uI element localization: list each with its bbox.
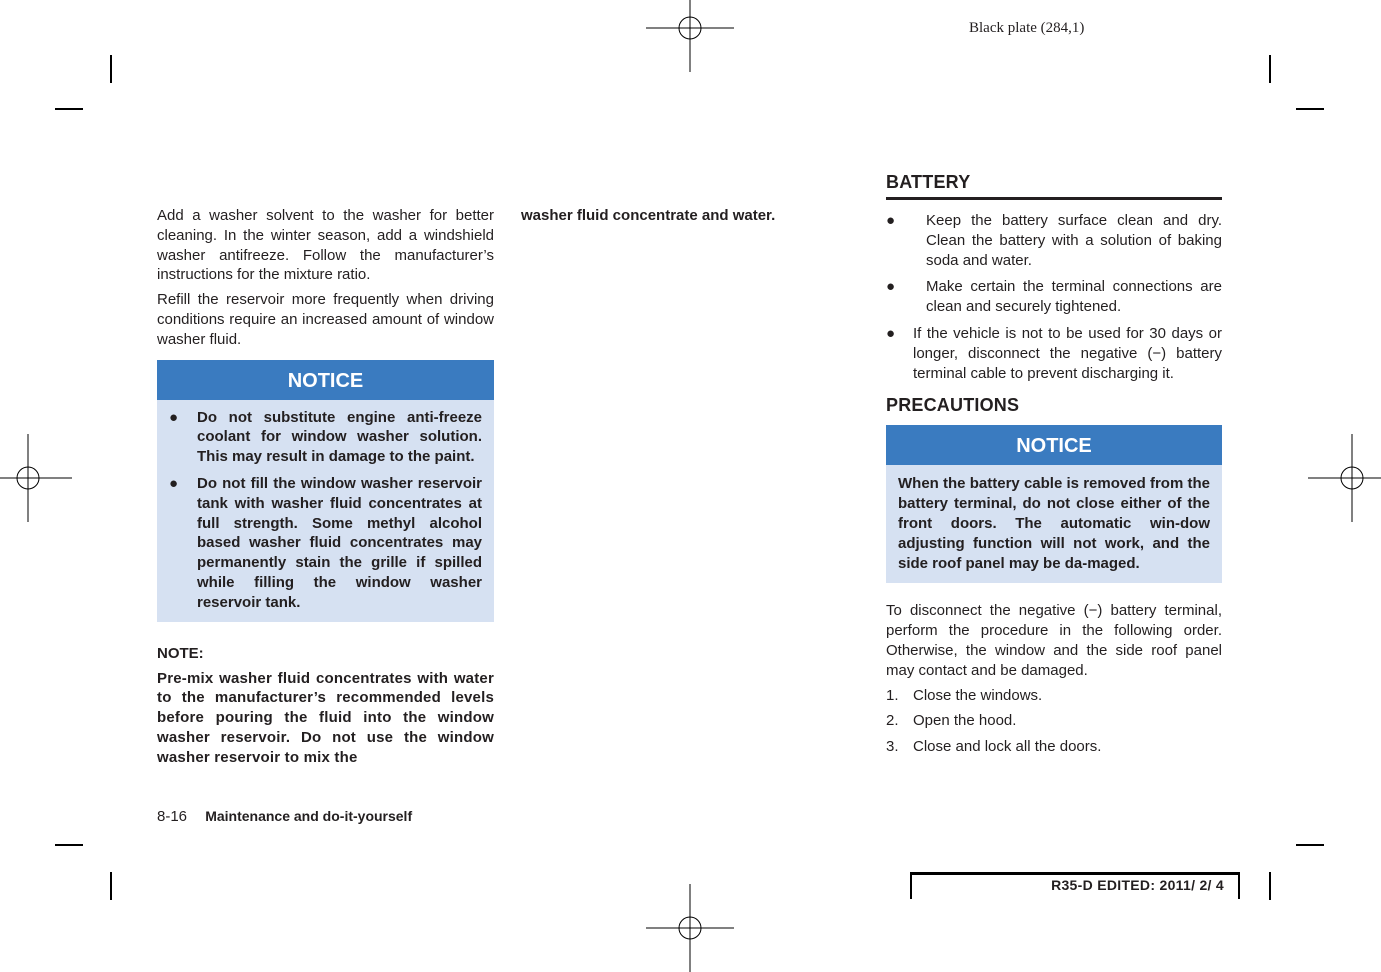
notice-item <box>157 408 482 467</box>
bullet-icon: ● <box>169 408 179 426</box>
section-heading-precautions: PRECAUTIONS <box>886 395 1020 416</box>
list-item-text: Keep the battery surface clean and dry. Clean the battery with a solution of baking soda and water. <box>926 212 1222 269</box>
crop-mark <box>1269 872 1271 900</box>
list-item-text: Make certain the terminal connections are clean and securely tightened. <box>926 278 1222 316</box>
bullet-icon: ● <box>886 324 896 342</box>
step-number: 3. <box>886 738 899 756</box>
notice-item <box>157 474 482 613</box>
page-footer <box>157 808 412 825</box>
section-heading-battery: BATTERY <box>886 172 1222 200</box>
step-text: Close and lock all the doors. <box>913 738 1102 756</box>
battery-list <box>886 211 1222 383</box>
registration-mark-icon <box>646 0 734 72</box>
list-item <box>886 211 1222 270</box>
notice-text: When the battery cable is removed from the battery terminal, do not close either of the front doors. The automatic win-dow adjusting function will not work, and the side roof panel may be da-maged. <box>898 475 1210 572</box>
step-number: 1. <box>886 686 899 704</box>
crop-mark <box>1296 844 1324 846</box>
list-item-text: If the vehicle is not to be used for 30 days or longer, disconnect the negative (−) battery terminal cable to prevent discharging it. <box>913 324 1222 382</box>
procedure-steps <box>886 686 1222 757</box>
crop-mark <box>1296 108 1324 110</box>
right-column <box>886 172 1222 757</box>
left-column <box>157 206 494 768</box>
continued-text: washer fluid concentrate and water. <box>521 207 776 224</box>
step-text: Open the hood. <box>913 712 1017 730</box>
step-text: Close the windows. <box>913 686 1043 704</box>
section-title: Maintenance and do-it-yourself <box>205 808 413 824</box>
body-paragraph: Add a washer solvent to the washer for better cleaning. In the winter season, add a windshield washer antifreeze. Follow the manufacturer’s instructions for the mixture ratio. <box>157 207 494 284</box>
step-item <box>886 686 1222 706</box>
notice-body <box>157 400 494 622</box>
bullet-icon: ● <box>886 278 896 296</box>
crop-mark <box>1269 55 1271 83</box>
body-paragraph: Refill the reservoir more frequently when driving conditions require an increased amount of window washer fluid. <box>157 291 494 348</box>
plate-label: Black plate (284,1) <box>969 20 1085 36</box>
notice-heading: NOTICE <box>886 425 1222 465</box>
bullet-icon: ● <box>169 474 179 492</box>
step-item <box>886 711 1222 731</box>
step-number: 2. <box>886 712 899 730</box>
middle-column <box>521 206 821 226</box>
list-item <box>886 324 1222 383</box>
crop-mark <box>55 844 83 846</box>
crop-mark <box>110 55 112 83</box>
registration-mark-icon <box>0 434 72 522</box>
notice-item-text: Do not substitute engine anti-freeze coolant for window washer solution. This may result in damage to the paint. <box>197 408 482 466</box>
procedure-intro: To disconnect the negative (−) battery terminal, perform the procedure in the following order. Otherwise, the window and the side roof panel may contact and be damaged. <box>886 602 1222 679</box>
registration-mark-icon <box>646 884 734 972</box>
note-heading: NOTE: <box>157 644 204 662</box>
list-item <box>886 277 1222 317</box>
notice-heading: NOTICE <box>157 360 494 400</box>
registration-mark-icon <box>1308 434 1381 522</box>
page-number: 8-16 <box>157 808 188 825</box>
notice-item-text: Do not fill the window washer reservoir tank with washer fluid concentrates at full strength. Some methyl alcohol based washer fluid concentrates may permanently stain the grille if spilled while filling the window washer reservoir tank. <box>197 474 482 611</box>
bullet-icon: ● <box>886 212 896 229</box>
note-text: Pre-mix washer fluid concentrates with water to the manufacturer’s recommended levels before pouring the fluid into the window washer reservoir. Do not use the window washer reservoir to mix the <box>157 669 494 766</box>
crop-mark <box>55 108 83 110</box>
crop-mark <box>110 872 112 900</box>
step-item <box>886 737 1222 757</box>
notice-box <box>157 360 494 622</box>
edit-stamp: R35-D EDITED: 2011/ 2/ 4 <box>1051 877 1224 893</box>
notice-box <box>886 425 1222 583</box>
edit-stamp-box <box>910 872 1240 899</box>
notice-body <box>886 465 1222 583</box>
